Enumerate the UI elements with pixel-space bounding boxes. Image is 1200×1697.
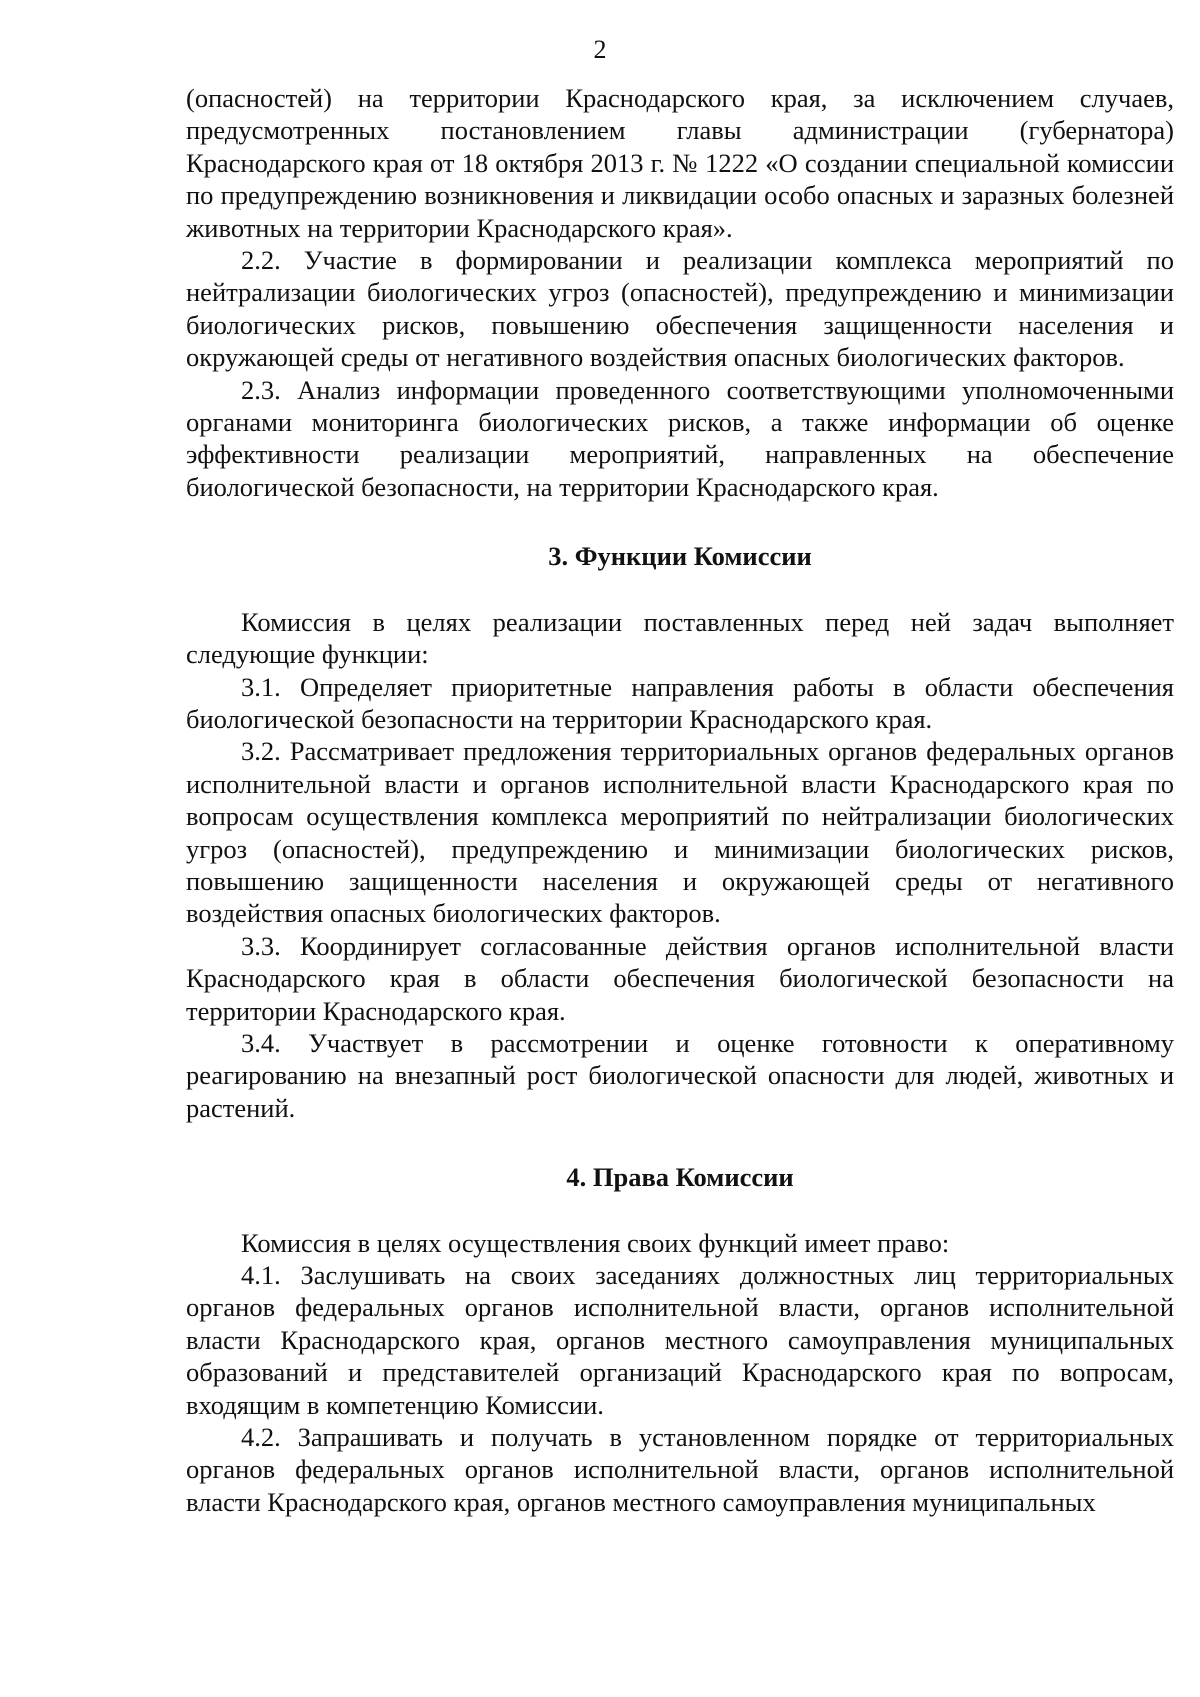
section-3-lead: Комиссия в целях реализации поставленных перед ней задач выполняет следующие функции: xyxy=(186,606,1174,670)
page-number: 2 xyxy=(593,35,607,64)
paragraph-4-2: 4.2. Запрашивать и получать в установленном порядке от территориальных органов федеральных органов исполнительной власти, органов исполнительной власти Краснодарского края, органов местного самоуправления муниципальных xyxy=(186,1422,1174,1517)
paragraph-3-1: 3.1. Определяет приоритетные направления работы в области обеспечения биологической безопасности на территории Краснодарского края. xyxy=(186,671,1174,734)
paragraph-2-3: 2.3. Анализ информации проведенного соответствующими уполномоченными органами мониторинга биологических рисков, а также информации об оценке эффективности реализации мероприятий, направленных на обеспечение биологической безопасности, на территории Краснодарского края. xyxy=(186,374,1174,502)
paragraph-3-4: 3.4. Участвует в рассмотрении и оценке готовности к оперативному реагированию на внезапный рост биологической опасности для людей, животных и растений. xyxy=(186,1027,1174,1123)
spacer xyxy=(186,1194,1174,1227)
paragraph-3-3: 3.3. Координирует согласованные действия органов исполнительной власти Краснодарского края в области обеспечения биологической безопасности на территории Краснодарского края. xyxy=(186,930,1174,1026)
section-4-heading: 4. Права Комиссии xyxy=(566,1162,794,1193)
paragraph-4-1: 4.1. Заслушивать на своих заседаниях должностных лиц территориальных органов федеральных органов исполнительной власти, органов исполнительной власти Краснодарского края, органов местного самоуправления муниципальных образований и представителей организаций Краснодарского края по вопросам, входящим в компетенцию Комиссии. xyxy=(186,1260,1174,1420)
spacer xyxy=(186,573,1174,606)
spacer xyxy=(186,503,1174,540)
paragraph-continuation: (опасностей) на территории Краснодарского края, за исключением случаев, предусмотренных постановлением главы администрации (губернатора) Краснодарского края от 18 октября 2013 г. № 1222 «О создании специальной комиссии по предупреждению возникновения и ликвидации особо опасных и заразных болезней животных на территории Краснодарского края». xyxy=(186,83,1174,243)
section-4-lead: Комиссия в целях осуществления своих функций имеет право: xyxy=(241,1227,950,1258)
document-body xyxy=(186,82,1174,1518)
paragraph-2-2: 2.2. Участие в формировании и реализации комплекса мероприятий по нейтрализации биологических угроз (опасностей), предупреждению и минимизации биологических рисков, повышению обеспечения защищенности населения и окружающей среды от негативного воздействия опасных биологических факторов. xyxy=(186,245,1174,373)
spacer xyxy=(186,1124,1174,1161)
paragraph-3-2: 3.2. Рассматривает предложения территориальных органов федеральных органов исполнительной власти и органов исполнительной власти Краснодарского края по вопросам осуществления комплекса мероприятий по нейтрализации биологических угроз (опасностей), предупреждению и минимизации биологических рисков, повышению защищенности населения и окружающей среды от негативного воздействия опасных биологических факторов. xyxy=(186,736,1174,929)
section-3-heading: 3. Функции Комиссии xyxy=(548,541,812,572)
